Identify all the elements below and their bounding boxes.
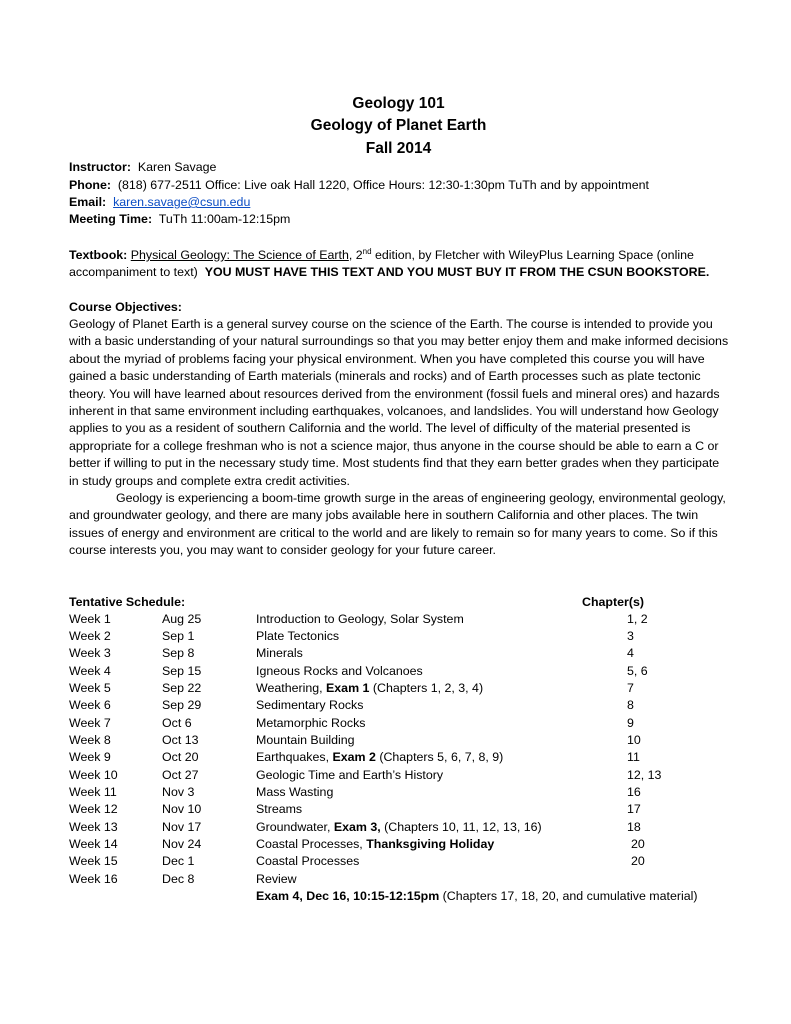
table-row bbox=[0, 680, 791, 697]
date-cell: Oct 6 bbox=[162, 716, 192, 730]
final-exam-detail: (Chapters 17, 18, 20, and cumulative material) bbox=[439, 889, 698, 903]
week-cell: Week 6 bbox=[69, 698, 111, 712]
week-cell: Week 11 bbox=[69, 785, 117, 799]
chapters-cell: 4 bbox=[627, 646, 634, 660]
chapters-cell: 18 bbox=[627, 820, 641, 834]
topic-cell: Geologic Time and Earth’s History bbox=[256, 768, 444, 782]
exam-label: Exam 2 bbox=[332, 750, 376, 764]
course-title: Geology of Planet Earth bbox=[310, 117, 487, 134]
phone-label: Phone: bbox=[69, 178, 111, 192]
week-cell: Week 1 bbox=[69, 612, 111, 626]
topic-text: Coastal Processes, bbox=[256, 837, 367, 851]
table-row bbox=[0, 819, 791, 836]
objectives-body bbox=[69, 316, 729, 560]
date-cell: Nov 17 bbox=[162, 820, 202, 834]
date-cell: Nov 10 bbox=[162, 802, 202, 816]
week-cell: Week 7 bbox=[69, 716, 111, 730]
table-row bbox=[0, 732, 791, 749]
table-row bbox=[0, 697, 791, 714]
exam-label: Exam 1 bbox=[326, 681, 370, 695]
date-cell: Oct 13 bbox=[162, 733, 199, 747]
chapters-cell: 10 bbox=[627, 733, 641, 747]
date-cell: Nov 24 bbox=[162, 837, 202, 851]
chapters-cell: 11 bbox=[627, 750, 640, 764]
instructor-label: Instructor: bbox=[69, 160, 131, 174]
topic-cell: Sedimentary Rocks bbox=[256, 698, 364, 712]
textbook-edition-sup: nd bbox=[362, 246, 372, 256]
table-row bbox=[0, 836, 791, 853]
textbook-warning: YOU MUST HAVE THIS TEXT AND YOU MUST BUY IT FROM THE CSUN BOOKSTORE. bbox=[204, 265, 710, 279]
week-cell: Week 16 bbox=[69, 872, 118, 886]
date-cell: Dec 1 bbox=[162, 854, 195, 868]
topic-text: Weathering, bbox=[256, 681, 327, 695]
topic-cell: Minerals bbox=[256, 646, 303, 660]
week-cell: Week 4 bbox=[69, 664, 111, 678]
date-cell: Sep 29 bbox=[162, 698, 202, 712]
week-cell: Week 14 bbox=[69, 837, 118, 851]
textbook-accompaniment: accompaniment to text) bbox=[69, 265, 198, 279]
table-row bbox=[0, 628, 791, 645]
topic-text: Introduction to Geology, Solar System bbox=[256, 612, 464, 626]
chapters-cell: 9 bbox=[627, 716, 634, 730]
objectives-paragraph-1: Geology of Planet Earth is a general survey course on the science of the Earth. The course is intended to provide you with a basic understanding of your natural surroundings so that you may better enjoy them and make informed decisions about the myriad of problems facing your physical environment. When you have completed this course you will have gained a basic understanding of Earth materials (minerals and rocks) and of Earth processes such as plate tectonic theory. You will have learned about resources derived from the environment (fossil fuels and mineral ores) and hazards inherent in that same environment including earthquakes, volcanoes, and landslides. You will understand how Geology applies to you as a resident of southern California and the world. The level of difficulty of the material presented is appropriate for a college freshman who is not a science major, thus anyone in the course should be able to earn a C or better if willing to put in the necessary study time. Most students find that they earn better grades when they participate in study groups and complete extra credit activities. bbox=[69, 317, 729, 488]
date-cell: Sep 8 bbox=[162, 646, 195, 660]
meeting-line bbox=[69, 211, 290, 228]
meeting-time: TuTh 11:00am-12:15pm bbox=[158, 212, 291, 226]
topic-text: Groundwater, bbox=[256, 820, 334, 834]
chapters-cell: 8 bbox=[627, 698, 634, 712]
topic-cell bbox=[256, 611, 464, 628]
chapters-heading: Chapter(s) bbox=[582, 595, 644, 609]
table-row bbox=[0, 871, 791, 888]
final-exam-line bbox=[256, 888, 698, 905]
topic-cell: Mountain Building bbox=[256, 733, 355, 747]
table-row bbox=[0, 611, 791, 628]
chapters-cell: 16 bbox=[627, 785, 641, 799]
chapters-cell: 17 bbox=[627, 802, 641, 816]
week-cell: Week 2 bbox=[69, 629, 111, 643]
table-row bbox=[0, 853, 791, 870]
chapters-cell: 20 bbox=[631, 837, 645, 851]
topic-cell: Streams bbox=[256, 802, 303, 816]
chapters-cell: 3 bbox=[627, 629, 634, 643]
topic-detail: (Chapters 5, 6, 7, 8, 9) bbox=[375, 750, 504, 764]
table-row bbox=[0, 715, 791, 732]
topic-cell: Mass Wasting bbox=[256, 785, 334, 799]
phone-details: (818) 677-2511 Office: Live oak Hall 1220, Office Hours: 12:30-1:30pm TuTh and by appointment bbox=[117, 178, 649, 192]
topic-detail: (Chapters 1, 2, 3, 4) bbox=[369, 681, 484, 695]
course-number: Geology 101 bbox=[352, 95, 445, 112]
textbook-edition-post: edition, by Fletcher with WileyPlus Learning Space (online bbox=[371, 248, 694, 262]
week-cell: Week 9 bbox=[69, 750, 111, 764]
table-row bbox=[0, 663, 791, 680]
chapters-cell: 20 bbox=[631, 854, 645, 868]
email-line bbox=[69, 194, 250, 211]
chapters-cell: 1, 2 bbox=[627, 612, 648, 626]
table-row bbox=[0, 801, 791, 818]
email-link[interactable]: karen.savage@csun.edu bbox=[113, 195, 251, 209]
table-row bbox=[0, 749, 791, 766]
course-term: Fall 2014 bbox=[365, 140, 432, 157]
chapters-cell: 7 bbox=[627, 681, 634, 695]
week-cell: Week 8 bbox=[69, 733, 111, 747]
textbook-title: Physical Geology: The Science of Earth bbox=[130, 248, 349, 262]
week-cell: Week 3 bbox=[69, 646, 111, 660]
date-cell: Sep 1 bbox=[162, 629, 195, 643]
topic-cell bbox=[256, 836, 494, 853]
email-label: Email: bbox=[69, 195, 107, 209]
table-row bbox=[0, 767, 791, 784]
date-cell: Sep 22 bbox=[162, 681, 202, 695]
textbook-line-2 bbox=[69, 264, 709, 281]
objectives-heading: Course Objectives: bbox=[69, 300, 182, 314]
phone-line bbox=[69, 177, 649, 194]
textbook-label: Textbook: bbox=[69, 248, 128, 262]
week-cell: Week 10 bbox=[69, 768, 118, 782]
date-cell: Nov 3 bbox=[162, 785, 195, 799]
date-cell: Oct 20 bbox=[162, 750, 199, 764]
topic-text: Earthquakes, bbox=[256, 750, 333, 764]
week-cell: Week 15 bbox=[69, 854, 118, 868]
week-cell: Week 12 bbox=[69, 802, 118, 816]
table-row bbox=[0, 645, 791, 662]
topic-cell bbox=[256, 749, 503, 766]
instructor-name: Karen Savage bbox=[137, 160, 217, 174]
date-cell: Aug 25 bbox=[162, 612, 202, 626]
table-row bbox=[0, 784, 791, 801]
week-cell: Week 13 bbox=[69, 820, 118, 834]
chapters-cell: 5, 6 bbox=[627, 664, 648, 678]
schedule-heading: Tentative Schedule: bbox=[69, 595, 186, 609]
topic-cell: Review bbox=[256, 872, 297, 886]
exam-label: Exam 3, bbox=[333, 820, 381, 834]
topic-cell: Igneous Rocks and Volcanoes bbox=[256, 664, 423, 678]
topic-cell: Metamorphic Rocks bbox=[256, 716, 366, 730]
week-cell: Week 5 bbox=[69, 681, 111, 695]
textbook-line bbox=[69, 247, 694, 264]
topic-detail: (Chapters 10, 11, 12, 13, 16) bbox=[380, 820, 542, 834]
topic-cell bbox=[256, 680, 483, 697]
objectives-paragraph-2: Geology is experiencing a boom-time growth surge in the areas of engineering geology, environmental geology, and groundwater geology, and there are many jobs available here in southern California and other places. The twin issues of energy and environment are critical to the world and are likely to remain so for many years to come. So if this course interests you, you may want to consider geology for your future career. bbox=[69, 491, 726, 558]
meeting-label: Meeting Time: bbox=[69, 212, 153, 226]
chapters-cell: 12, 13 bbox=[627, 768, 662, 782]
instructor-line bbox=[69, 159, 216, 176]
textbook-edition-pre: , 2 bbox=[348, 248, 363, 262]
topic-cell: Plate Tectonics bbox=[256, 629, 340, 643]
final-exam-label: Exam 4, Dec 16, 10:15-12:15pm bbox=[256, 889, 440, 903]
date-cell: Sep 15 bbox=[162, 664, 202, 678]
date-cell: Dec 8 bbox=[162, 872, 195, 886]
holiday-label: Thanksgiving Holiday bbox=[366, 837, 495, 851]
topic-cell bbox=[256, 819, 542, 836]
date-cell: Oct 27 bbox=[162, 768, 199, 782]
topic-cell: Coastal Processes bbox=[256, 854, 360, 868]
